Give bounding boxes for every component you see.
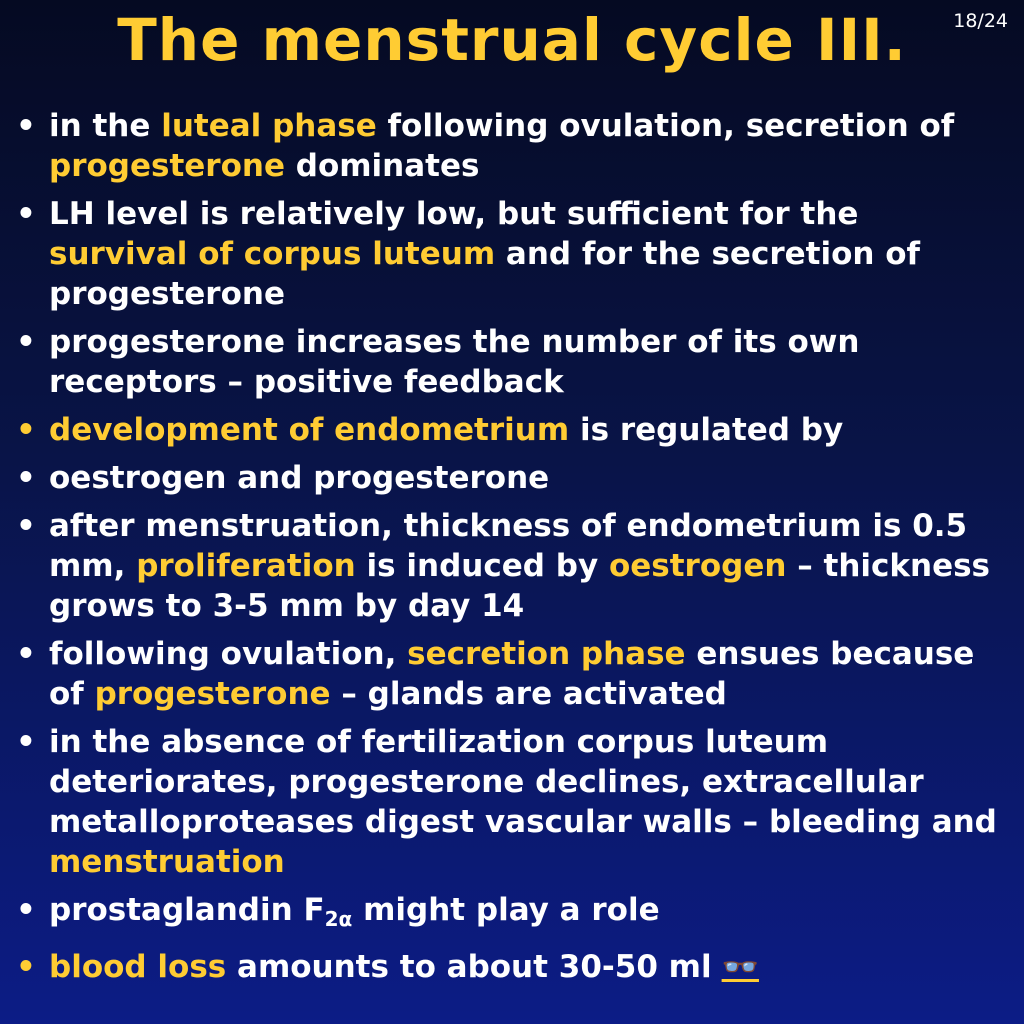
bullet-list	[16, 106, 1006, 996]
bullet-text: after menstruation, thickness of endometrium is 0.5 mm,	[49, 508, 968, 584]
highlight-term: secretion phase	[407, 636, 686, 672]
bullet-lh-level	[16, 194, 1006, 314]
bullet-blood-loss	[16, 947, 1006, 988]
highlight-term: oestrogen	[608, 548, 787, 584]
slide-title: The menstrual cycle III.	[117, 6, 907, 74]
bullet-dot: •	[16, 636, 36, 672]
bullet-dot: •	[16, 949, 36, 985]
bullet-secretion-phase	[16, 634, 1006, 714]
bullet-text: following ovulation, secretion of	[376, 108, 955, 144]
bullet-dot: •	[16, 108, 36, 144]
bullet-dot: •	[16, 412, 36, 448]
subscript: 2α	[324, 907, 353, 931]
bullet-luteal-phase	[16, 106, 1006, 186]
highlight-term: luteal phase	[161, 108, 377, 144]
highlight-term: development of endometrium	[49, 412, 570, 448]
bullet-text: in the absence of fertilization corpus luteum deteriorates, progesterone declines, extracellular metalloproteases digest vascular walls – bleeding and	[49, 724, 997, 840]
bullet-dot: •	[16, 724, 36, 760]
bullet-text: following ovulation,	[49, 636, 408, 672]
bullet-text: progesterone increases the number of its own receptors – positive feedback	[49, 324, 860, 400]
bullet-text: LH level is relatively low, but sufficient for the	[49, 196, 859, 232]
bullet-prostaglandin	[16, 890, 1006, 939]
bullet-text: is induced by	[355, 548, 609, 584]
bullet-text: in the	[49, 108, 162, 144]
bullet-text: – thickness grows to 3-5 mm by day 14	[49, 548, 991, 624]
highlight-term: blood loss	[49, 949, 227, 985]
bullet-text: is regulated by	[569, 412, 844, 448]
glasses-icon[interactable]: 👓	[721, 950, 759, 985]
highlight-term: survival of corpus luteum	[49, 236, 496, 272]
highlight-term: progesterone	[94, 676, 331, 712]
bullet-hormones	[16, 458, 1006, 498]
bullet-text: might play a role	[352, 892, 660, 928]
bullet-text: prostaglandin F	[49, 892, 325, 928]
bullet-text: and for the secretion of progesterone	[49, 236, 921, 312]
bullet-menstruation	[16, 722, 1006, 882]
bullet-dot: •	[16, 324, 36, 360]
bullet-receptors	[16, 322, 1006, 402]
bullet-text: amounts to about 30-50 ml	[226, 949, 712, 985]
slide-number: 18/24	[953, 10, 1008, 32]
bullet-proliferation	[16, 506, 1006, 626]
highlight-term: progesterone	[49, 148, 285, 184]
bullet-dot: •	[16, 460, 36, 496]
bullet-text: oestrogen and progesterone	[49, 460, 550, 496]
highlight-term: proliferation	[136, 548, 356, 584]
highlight-term: menstruation	[49, 844, 285, 880]
bullet-dot: •	[16, 196, 36, 232]
bullet-endometrium-development	[16, 410, 1006, 450]
bullet-dot: •	[16, 892, 36, 928]
bullet-text: ensues because of	[49, 636, 975, 712]
bullet-dot: •	[16, 508, 36, 544]
bullet-text: dominates	[284, 148, 480, 184]
bullet-text: – glands are activated	[330, 676, 727, 712]
